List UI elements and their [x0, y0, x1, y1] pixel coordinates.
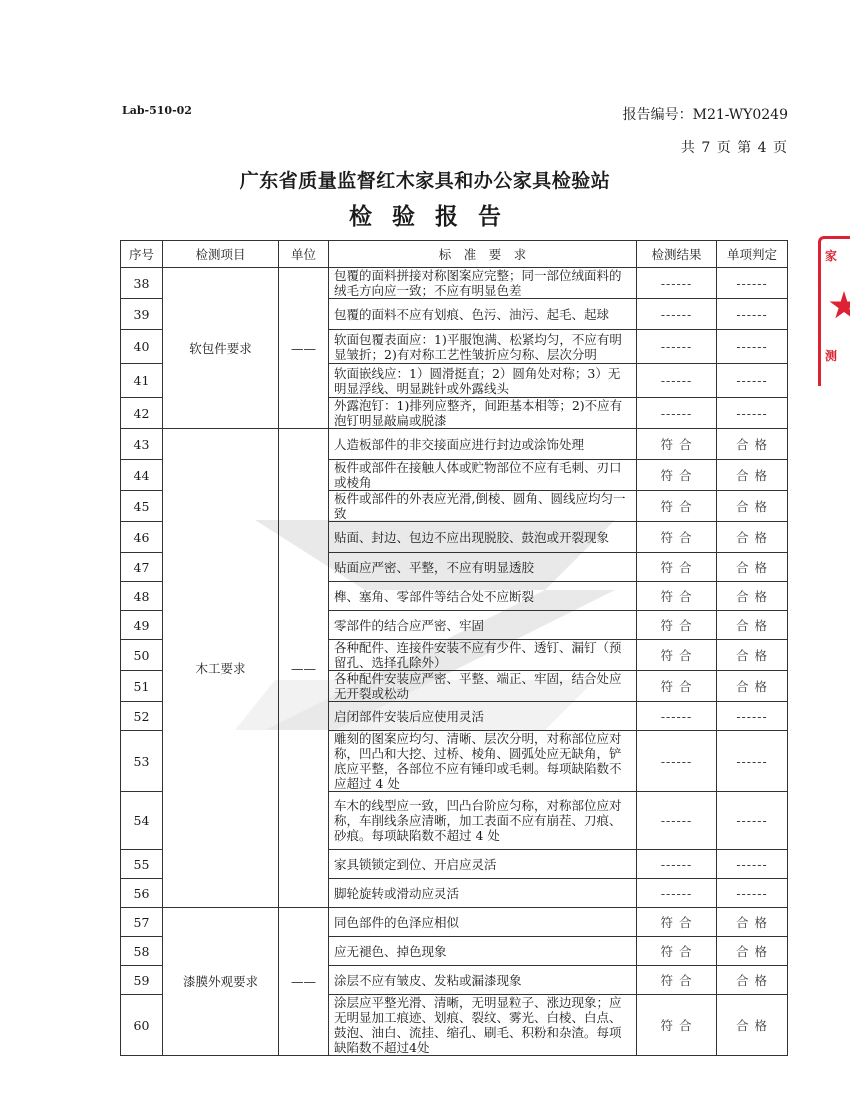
- col-header-result: 检测结果: [637, 241, 717, 268]
- test-result: ------: [637, 268, 717, 299]
- requirement: 包覆的面料拼接对称图案应完整；同一部位绒面料的绒毛方向应一致；不应有明显色差: [329, 268, 637, 299]
- row-number: 41: [121, 364, 163, 398]
- verdict: ------: [717, 299, 788, 330]
- requirement: 涂层应平整光滑、清晰，无明显粒子、涨边现象；应无明显加工痕迹、划痕、裂纹、雾光、白棱、白点、鼓泡、油白、流挂、缩孔、刷毛、积粉和杂渣。每项缺陷数不超过4处: [329, 995, 637, 1056]
- report-number: 报告编号：M21-WY0249: [622, 107, 788, 123]
- verdict: 合 格: [717, 671, 788, 702]
- table-row: [121, 429, 788, 460]
- verdict: ------: [717, 850, 788, 879]
- test-result: 符 合: [637, 937, 717, 966]
- test-result: 符 合: [637, 966, 717, 995]
- row-number: 51: [121, 671, 163, 702]
- row-number: 59: [121, 966, 163, 995]
- requirement: 车木的线型应一致，凹凸台阶应匀称，对称部位应对称，车削线条应清晰，加工表面不应有崩茬、刀痕、砂痕。每项缺陷数不超过 4 处: [329, 792, 637, 850]
- verdict: ------: [717, 731, 788, 792]
- col-header-item: 检测项目: [163, 241, 279, 268]
- test-result: 符 合: [637, 460, 717, 491]
- verdict: 合 格: [717, 640, 788, 671]
- col-header-verdict: 单项判定: [717, 241, 788, 268]
- requirement: 雕刻的图案应均匀、清晰、层次分明，对称部位应对称，凹凸和大挖、过桥、棱角、圆弧处应无缺角，铲底应平整，各部位不应有锤印或毛刺。每项缺陷数不应超过 4 处: [329, 731, 637, 792]
- test-result: ------: [637, 702, 717, 731]
- row-number: 57: [121, 908, 163, 937]
- red-seal-stamp: [816, 236, 850, 386]
- verdict: ------: [717, 702, 788, 731]
- requirement: 同色部件的色泽应相似: [329, 908, 637, 937]
- row-number: 58: [121, 937, 163, 966]
- verdict: ------: [717, 398, 788, 429]
- verdict: 合 格: [717, 522, 788, 553]
- test-result: ------: [637, 299, 717, 330]
- col-header-unit: 单位: [279, 241, 329, 268]
- test-result: ------: [637, 364, 717, 398]
- test-item: 软包件要求: [163, 268, 279, 429]
- test-result: ------: [637, 398, 717, 429]
- verdict: 合 格: [717, 966, 788, 995]
- row-number: 44: [121, 460, 163, 491]
- star-icon: [829, 291, 850, 321]
- verdict: 合 格: [717, 553, 788, 582]
- row-number: 53: [121, 731, 163, 792]
- requirement: 榫、塞角、零部件等结合处不应断裂: [329, 582, 637, 611]
- test-item: 木工要求: [163, 429, 279, 908]
- requirement: 外露泡钉：1)排列应整齐，间距基本相等；2)不应有泡钉明显敲扁或脱漆: [329, 398, 637, 429]
- stamp-char: 家: [825, 249, 838, 263]
- inspection-table: [120, 240, 788, 1056]
- test-item: 漆膜外观要求: [163, 908, 279, 1056]
- test-result: 符 合: [637, 553, 717, 582]
- lab-code: Lab-510-02: [122, 104, 192, 117]
- organization-title: 广东省质量监督红木家具和办公家具检验站: [239, 170, 611, 192]
- row-number: 55: [121, 850, 163, 879]
- verdict: 合 格: [717, 429, 788, 460]
- requirement: 应无褪色、掉色现象: [329, 937, 637, 966]
- requirement: 脚轮旋转或滑动应灵活: [329, 879, 637, 908]
- requirement: 各种配件、连接件安装不应有少件、透钉、漏钉（预留孔、选择孔除外）: [329, 640, 637, 671]
- unit: ——: [279, 268, 329, 429]
- test-result: 符 合: [637, 671, 717, 702]
- document-title: 检验报告: [349, 204, 521, 230]
- table-header-row: [121, 241, 788, 268]
- requirement: 零部件的结合应严密、牢固: [329, 611, 637, 640]
- row-number: 49: [121, 611, 163, 640]
- test-result: ------: [637, 850, 717, 879]
- requirement: 各种配件安装应严密、平整、端正、牢固，结合处应无开裂或松动: [329, 671, 637, 702]
- col-header-requirement: 标 准 要 求: [329, 241, 637, 268]
- verdict: 合 格: [717, 582, 788, 611]
- requirement: 软面嵌线应：1）圆滑挺直；2）圆角处对称；3）无明显浮线、明显跳针或外露线头: [329, 364, 637, 398]
- row-number: 52: [121, 702, 163, 731]
- requirement: 板件或部件在接触人体或贮物部位不应有毛刺、刃口或棱角: [329, 460, 637, 491]
- unit: ——: [279, 908, 329, 1056]
- test-result: 符 合: [637, 640, 717, 671]
- row-number: 43: [121, 429, 163, 460]
- row-number: 38: [121, 268, 163, 299]
- requirement: 贴面、封边、包边不应出现脱胶、鼓泡或开裂现象: [329, 522, 637, 553]
- verdict: ------: [717, 364, 788, 398]
- stamp-char: 测: [825, 349, 838, 363]
- row-number: 50: [121, 640, 163, 671]
- requirement: 包覆的面料不应有划痕、色污、油污、起毛、起球: [329, 299, 637, 330]
- verdict: 合 格: [717, 611, 788, 640]
- row-number: 39: [121, 299, 163, 330]
- requirement: 软面包覆表面应：1)平服饱满、松紧均匀，不应有明显皱折；2)有对称工艺性皱折应匀称、层次分明: [329, 330, 637, 364]
- test-result: ------: [637, 330, 717, 364]
- verdict: ------: [717, 879, 788, 908]
- verdict: ------: [717, 792, 788, 850]
- verdict: 合 格: [717, 460, 788, 491]
- row-number: 56: [121, 879, 163, 908]
- unit: ——: [279, 429, 329, 908]
- page-info: 共 7 页 第 4 页: [680, 140, 788, 156]
- table-row: [121, 908, 788, 937]
- row-number: 54: [121, 792, 163, 850]
- requirement: 板件或部件的外表应光滑,倒棱、圆角、圆线应均匀一致: [329, 491, 637, 522]
- test-result: 符 合: [637, 522, 717, 553]
- col-header-no: 序号: [121, 241, 163, 268]
- row-number: 40: [121, 330, 163, 364]
- verdict: 合 格: [717, 491, 788, 522]
- table-body: [121, 268, 788, 1056]
- row-number: 46: [121, 522, 163, 553]
- row-number: 45: [121, 491, 163, 522]
- test-result: ------: [637, 879, 717, 908]
- requirement: 贴面应严密、平整，不应有明显透胶: [329, 553, 637, 582]
- test-result: 符 合: [637, 611, 717, 640]
- test-result: 符 合: [637, 429, 717, 460]
- test-result: ------: [637, 731, 717, 792]
- test-result: 符 合: [637, 491, 717, 522]
- requirement: 涂层不应有皱皮、发粘或漏漆现象: [329, 966, 637, 995]
- requirement: 家具锁锁定到位、开启应灵活: [329, 850, 637, 879]
- requirement: 人造板部件的非交接面应进行封边或涂饰处理: [329, 429, 637, 460]
- test-result: 符 合: [637, 582, 717, 611]
- row-number: 60: [121, 995, 163, 1056]
- test-result: 符 合: [637, 908, 717, 937]
- verdict: 合 格: [717, 995, 788, 1056]
- verdict: 合 格: [717, 908, 788, 937]
- verdict: ------: [717, 268, 788, 299]
- test-result: 符 合: [637, 995, 717, 1056]
- row-number: 42: [121, 398, 163, 429]
- test-result: ------: [637, 792, 717, 850]
- row-number: 47: [121, 553, 163, 582]
- row-number: 48: [121, 582, 163, 611]
- requirement: 启闭部件安装后应使用灵活: [329, 702, 637, 731]
- verdict: ------: [717, 330, 788, 364]
- verdict: 合 格: [717, 937, 788, 966]
- table-row: [121, 268, 788, 299]
